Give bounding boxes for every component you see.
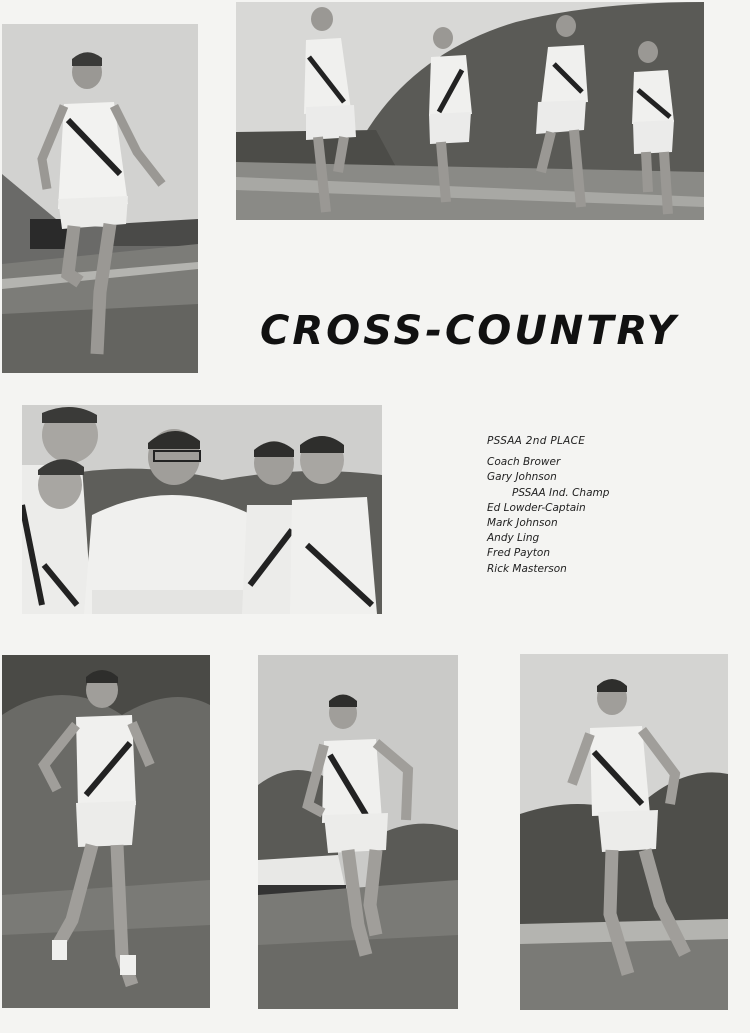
roster-line: Andy Ling	[487, 532, 540, 545]
roster-line: Rick Masterson	[487, 562, 567, 575]
roster-heading: PSSAA 2nd PLACE	[487, 435, 586, 447]
team-roster	[487, 434, 687, 577]
page-title: CROSS-COUNTRY	[260, 308, 679, 354]
roster-line: Ed Lowder-Captain	[487, 501, 586, 514]
photo-runner-with-car	[258, 655, 458, 1009]
roster-line: Gary Johnson	[487, 471, 557, 484]
photo-single-runner-road	[2, 24, 198, 373]
photo-coach-and-team	[22, 405, 382, 614]
photo-runner-trees-right	[520, 654, 728, 1010]
roster-line: PSSAA Ind. Champ	[512, 486, 610, 499]
roster-line: Fred Payton	[487, 547, 550, 560]
photo-four-runners-road	[236, 2, 704, 220]
roster-line: Coach Brower	[487, 456, 561, 469]
photo-runner-bushes-left	[2, 655, 210, 1008]
roster-line: Mark Johnson	[487, 517, 558, 530]
